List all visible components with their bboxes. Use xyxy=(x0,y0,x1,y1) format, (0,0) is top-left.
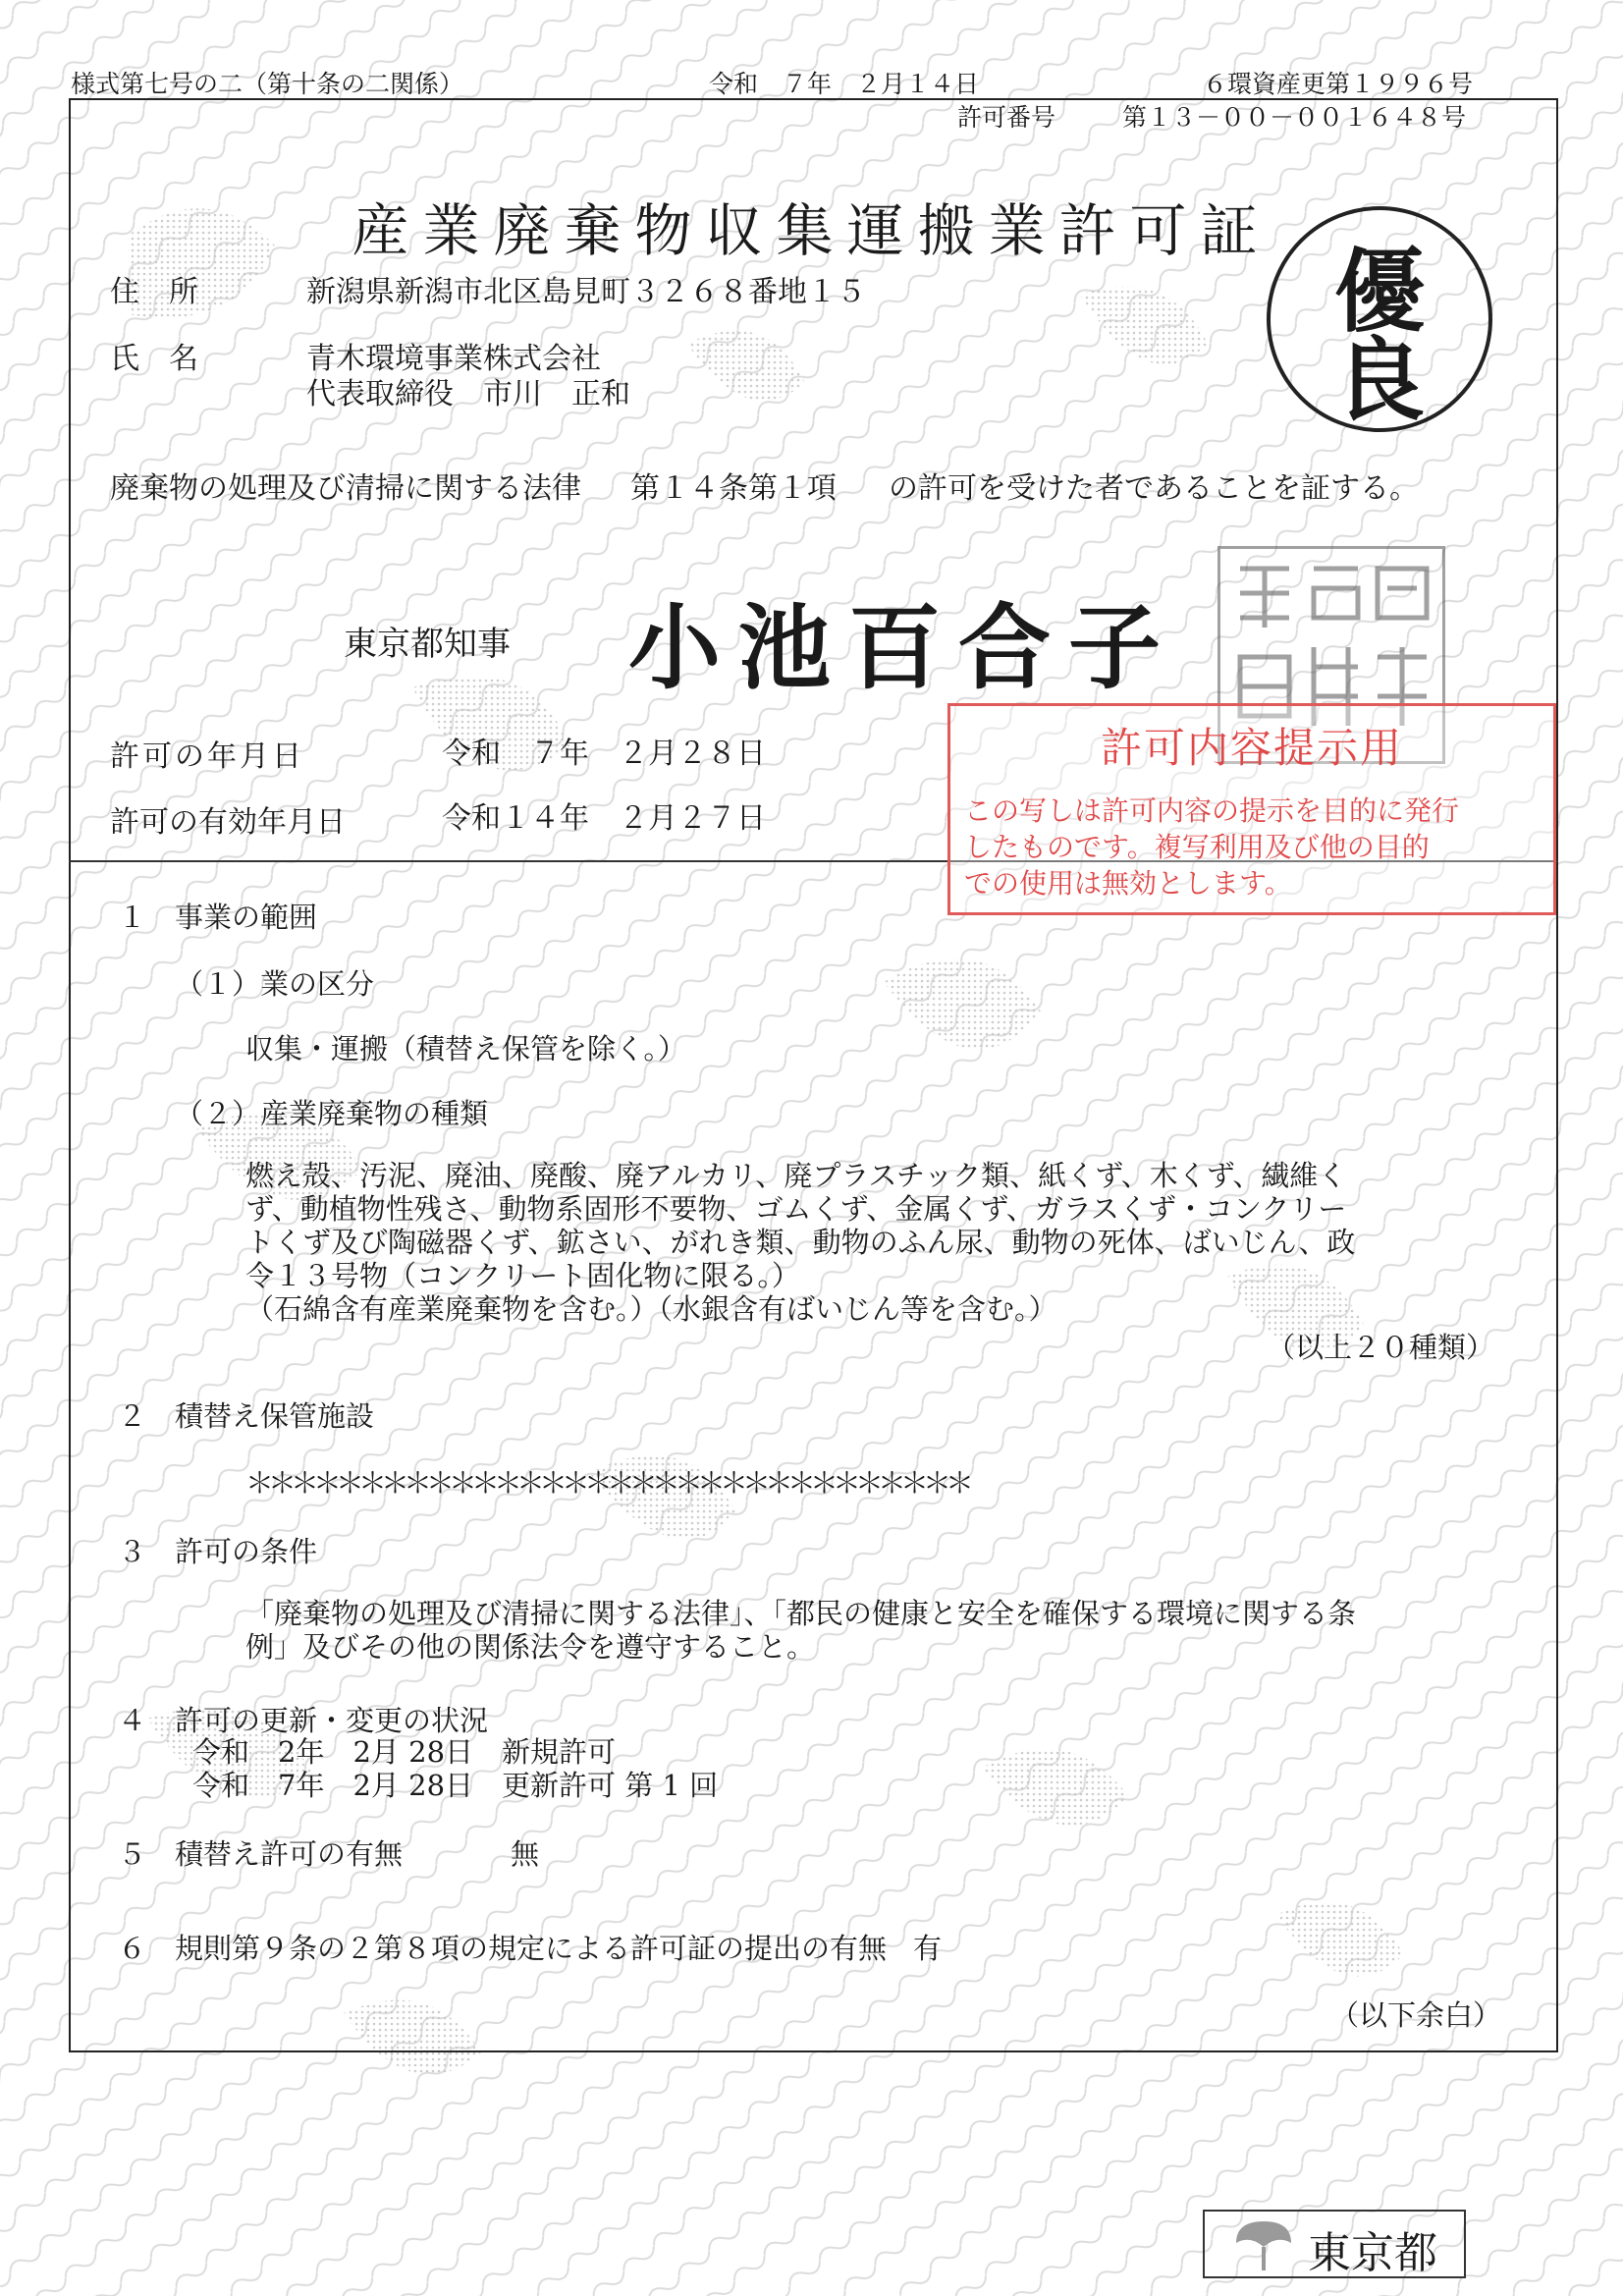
governor-title: 東京都知事 xyxy=(344,625,511,664)
governor-signature: 小池百合子 xyxy=(628,594,1179,702)
waste-line: ず、動植物性残さ、動物系固形不要物、ゴムくず、金属くず、ガラスくず・コンクリー xyxy=(245,1192,1347,1226)
address-value: 新潟県新潟市北区島見町３２６８番地１５ xyxy=(306,275,866,309)
condition-line: 「廃棄物の処理及び清掃に関する法律」、「都民の健康と安全を確保する環境に関する条 xyxy=(245,1597,1357,1630)
name-label: 氏 名 xyxy=(110,342,198,376)
section-6-value: 有 xyxy=(913,1932,943,1965)
history-row: 令和 7年 2月 28日 更新許可 第 1 回 xyxy=(192,1769,719,1802)
certificate-title: 産業廃棄物収集運搬業許可証 xyxy=(352,197,1271,264)
condition-line: 例」及びその他の関係法令を遵守すること。 xyxy=(245,1630,816,1664)
waste-line: トくず及び陶磁器くず、鉱さい、がれき類、動物のふん尿、動物の死体、ばいじん、政 xyxy=(245,1226,1356,1259)
form-number: 様式第七号の二（第十条の二関係） xyxy=(71,70,464,98)
excellent-operator-seal xyxy=(1267,206,1492,432)
section-5-value: 無 xyxy=(511,1837,540,1871)
law-article: 第１４条第１項 xyxy=(630,471,837,506)
notice-line: したものです。複写利用及び他の目的 xyxy=(964,831,1430,863)
notice-body xyxy=(964,793,1459,902)
waste-line: 令１３号物（コンクリート固化物に限る。） xyxy=(245,1259,800,1292)
presentation-notice-box xyxy=(947,703,1556,915)
waste-line: （石綿含有産業廃棄物を含む。）（水銀含有ばいじん等を含む。） xyxy=(245,1292,1057,1326)
business-category: 収集・運搬（積替え保管を除く。） xyxy=(245,1032,686,1066)
section-1-sub1-heading: （１）業の区分 xyxy=(175,967,375,1001)
valid-until-label: 許可の有効年月日 xyxy=(110,805,346,840)
certification-statement: の許可を受けた者であることを証する。 xyxy=(889,471,1419,506)
section-5-heading: ５ 積替え許可の有無 xyxy=(118,1837,404,1871)
law-name: 廃棄物の処理及び清掃に関する法律 xyxy=(110,471,581,506)
notice-line: での使用は無効とします。 xyxy=(964,867,1292,900)
issue-date: 令和 ７年 ２月１４日 xyxy=(709,70,980,98)
permit-number: 第１３－００－００１６４８号 xyxy=(1122,103,1467,132)
seal-char-bottom: 良 xyxy=(1333,327,1425,433)
document-number: ６環資産更第１９９６号 xyxy=(1203,70,1474,98)
section-1-sub2-heading: （２）産業廃棄物の種類 xyxy=(175,1097,489,1130)
representative-name: 代表取締役 市川 正和 xyxy=(306,377,630,411)
permit-date-label: 許可の年月日 xyxy=(110,739,304,774)
waste-type-count: （以上２０種類） xyxy=(1267,1331,1495,1364)
closing-remark: （以下余白） xyxy=(1330,1998,1502,2032)
section-4-heading: ４ 許可の更新・変更の状況 xyxy=(118,1704,489,1737)
permit-conditions xyxy=(245,1597,1356,1664)
permit-number-label: 許可番号 xyxy=(957,103,1056,132)
notice-title: 許可内容提示用 xyxy=(1100,724,1403,772)
ginkgo-leaf-icon xyxy=(1232,2217,1295,2274)
section-6-heading: ６ 規則第９条の２第８項の規定による許可証の提出の有無 xyxy=(118,1932,888,1965)
address-label: 住 所 xyxy=(110,275,198,309)
valid-until-value: 令和１４年 ２月２７日 xyxy=(442,801,766,836)
storage-facility-value: ＊＊＊＊＊＊＊＊＊＊＊＊＊＊＊＊＊＊＊＊＊＊＊＊＊＊＊＊＊＊＊＊ xyxy=(245,1466,969,1500)
permit-date-value: 令和 ７年 ２月２８日 xyxy=(442,737,766,771)
company-name: 青木環境事業株式会社 xyxy=(306,342,601,376)
logo-text: 東京都 xyxy=(1308,2228,1437,2278)
section-2-heading: ２ 積替え保管施設 xyxy=(118,1399,375,1433)
notice-line: この写しは許可内容の提示を目的に発行 xyxy=(964,794,1460,827)
tokyo-logo xyxy=(1203,2210,1466,2278)
seal-char-top: 優 xyxy=(1333,239,1425,345)
waste-types xyxy=(245,1159,1355,1326)
section-3-heading: ３ 許可の条件 xyxy=(118,1535,318,1568)
history-row: 令和 2年 2月 28日 新規許可 xyxy=(192,1735,617,1769)
waste-line: 燃え殻、汚泥、廃油、廃酸、廃アルカリ、廃プラスチック類、紙くず、木くず、繊維く xyxy=(245,1159,1347,1192)
section-1-heading: １ 事業の範囲 xyxy=(118,901,318,934)
